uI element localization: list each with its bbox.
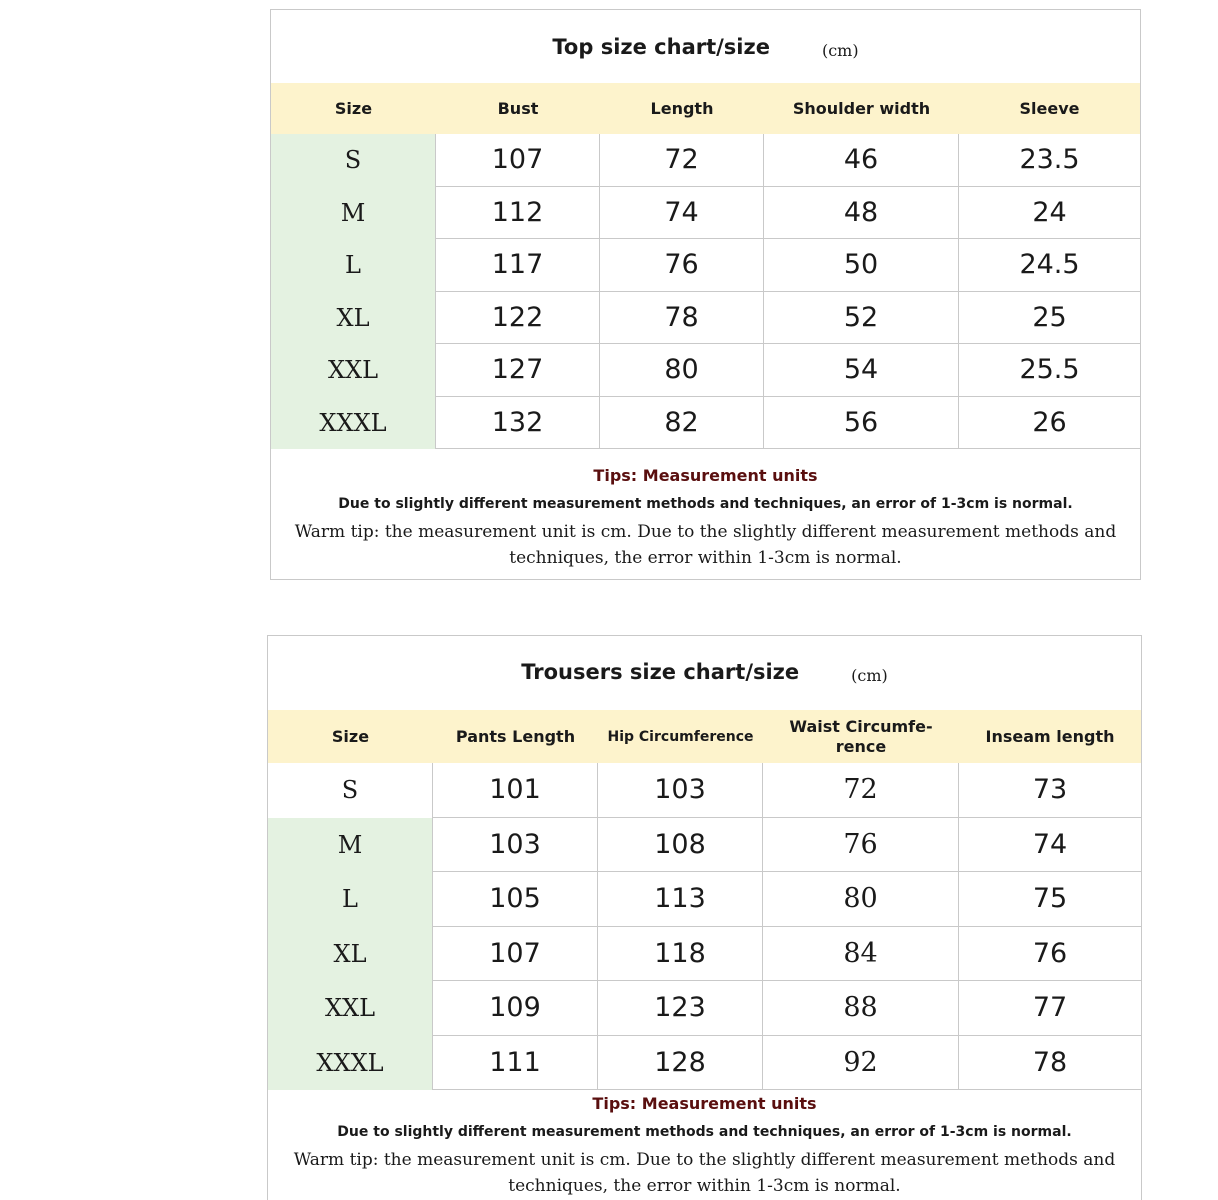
value-cell: 101 <box>433 763 598 818</box>
trousers-chart-unit: (cm) <box>851 666 888 685</box>
value-cell: 82 <box>600 397 764 450</box>
value-cell: 56 <box>764 397 959 450</box>
size-label-cell: XXL <box>271 344 436 397</box>
top-table-body <box>271 134 1140 449</box>
value-cell: 118 <box>598 927 763 982</box>
value-cell: 132 <box>436 397 600 450</box>
value-cell: 128 <box>598 1036 763 1091</box>
table-row <box>271 397 1140 450</box>
value-cell: 75 <box>959 872 1141 927</box>
size-label-cell: S <box>271 134 436 187</box>
value-cell: 24 <box>959 187 1140 240</box>
value-cell: 72 <box>763 763 959 818</box>
table-row <box>268 927 1141 982</box>
size-label-cell: L <box>271 239 436 292</box>
value-cell: 103 <box>598 763 763 818</box>
value-cell: 76 <box>959 927 1141 982</box>
trousers-warm-tip: Warm tip: the measurement unit is cm. Due to the slightly different measurement methods and techniques, the error within 1-3cm is normal. <box>293 1150 1116 1196</box>
value-cell: 80 <box>763 872 959 927</box>
size-label-cell: XL <box>268 927 433 982</box>
table-row <box>271 239 1140 292</box>
header-bust: Bust <box>497 98 539 118</box>
value-cell: 111 <box>433 1036 598 1091</box>
header-waist-circumference: Waist Circumfe-rence <box>789 716 933 756</box>
table-row <box>271 344 1140 397</box>
table-row <box>268 818 1141 873</box>
top-tips <box>271 463 1140 571</box>
size-label-cell: XXXL <box>271 397 436 450</box>
header-size: Size <box>331 726 370 746</box>
size-label-cell: L <box>268 872 433 927</box>
top-tips-note: Due to slightly different measurement methods and techniques, an error of 1-3cm is normal. <box>338 496 1073 512</box>
value-cell: 52 <box>764 292 959 345</box>
trousers-tips <box>268 1091 1141 1199</box>
value-cell: 127 <box>436 344 600 397</box>
value-cell: 80 <box>600 344 764 397</box>
value-cell: 78 <box>959 1036 1141 1091</box>
top-chart-unit: (cm) <box>821 41 859 60</box>
top-header-row <box>271 83 1140 134</box>
table-row <box>271 134 1140 187</box>
trousers-tips-note: Due to slightly different measurement methods and techniques, an error of 1-3cm is normal. <box>337 1124 1072 1140</box>
size-label-cell: XL <box>271 292 436 345</box>
value-cell: 74 <box>959 818 1141 873</box>
value-cell: 73 <box>959 763 1141 818</box>
top-size-chart <box>270 9 1141 580</box>
header-hip-circumference: Hip Circumference <box>607 728 754 745</box>
table-row <box>271 187 1140 240</box>
value-cell: 88 <box>763 981 959 1036</box>
size-label-cell: XXXL <box>268 1036 433 1091</box>
value-cell: 54 <box>764 344 959 397</box>
value-cell: 123 <box>598 981 763 1036</box>
table-row <box>268 1036 1141 1091</box>
value-cell: 103 <box>433 818 598 873</box>
trousers-chart-title-text: Trousers size chart/size <box>521 660 800 684</box>
value-cell: 117 <box>436 239 600 292</box>
value-cell: 50 <box>764 239 959 292</box>
size-label-cell: M <box>268 818 433 873</box>
header-sleeve: Sleeve <box>1019 98 1080 118</box>
top-tips-title: Tips: Measurement units <box>593 466 818 485</box>
table-row <box>268 763 1141 818</box>
trousers-chart-title <box>268 660 1141 684</box>
header-length: Length <box>650 98 714 118</box>
value-cell: 74 <box>600 187 764 240</box>
value-cell: 76 <box>600 239 764 292</box>
value-cell: 26 <box>959 397 1140 450</box>
value-cell: 84 <box>763 927 959 982</box>
trousers-table-body <box>268 763 1141 1090</box>
value-cell: 25.5 <box>959 344 1140 397</box>
top-chart-title-text: Top size chart/size <box>552 35 770 59</box>
value-cell: 78 <box>600 292 764 345</box>
table-row <box>268 981 1141 1036</box>
value-cell: 76 <box>763 818 959 873</box>
value-cell: 108 <box>598 818 763 873</box>
value-cell: 122 <box>436 292 600 345</box>
trousers-header-row <box>268 710 1141 763</box>
value-cell: 92 <box>763 1036 959 1091</box>
value-cell: 107 <box>436 134 600 187</box>
top-warm-tip: Warm tip: the measurement unit is cm. Due to the slightly different measurement methods and techniques, the error within 1-3cm is normal. <box>294 522 1117 568</box>
value-cell: 105 <box>433 872 598 927</box>
value-cell: 77 <box>959 981 1141 1036</box>
value-cell: 48 <box>764 187 959 240</box>
value-cell: 112 <box>436 187 600 240</box>
value-cell: 46 <box>764 134 959 187</box>
size-label-cell: S <box>268 763 433 818</box>
value-cell: 107 <box>433 927 598 982</box>
header-size: Size <box>334 98 373 118</box>
size-label-cell: M <box>271 187 436 240</box>
value-cell: 23.5 <box>959 134 1140 187</box>
size-label-cell: XXL <box>268 981 433 1036</box>
value-cell: 72 <box>600 134 764 187</box>
value-cell: 25 <box>959 292 1140 345</box>
value-cell: 109 <box>433 981 598 1036</box>
header-inseam-length: Inseam length <box>985 726 1115 746</box>
top-chart-title <box>271 35 1140 59</box>
trousers-size-chart <box>267 635 1142 1200</box>
header-shoulder-width: Shoulder width <box>792 98 931 118</box>
header-pants-length: Pants Length <box>455 726 576 746</box>
value-cell: 24.5 <box>959 239 1140 292</box>
value-cell: 113 <box>598 872 763 927</box>
trousers-tips-title: Tips: Measurement units <box>592 1094 817 1113</box>
table-row <box>271 292 1140 345</box>
table-row <box>268 872 1141 927</box>
